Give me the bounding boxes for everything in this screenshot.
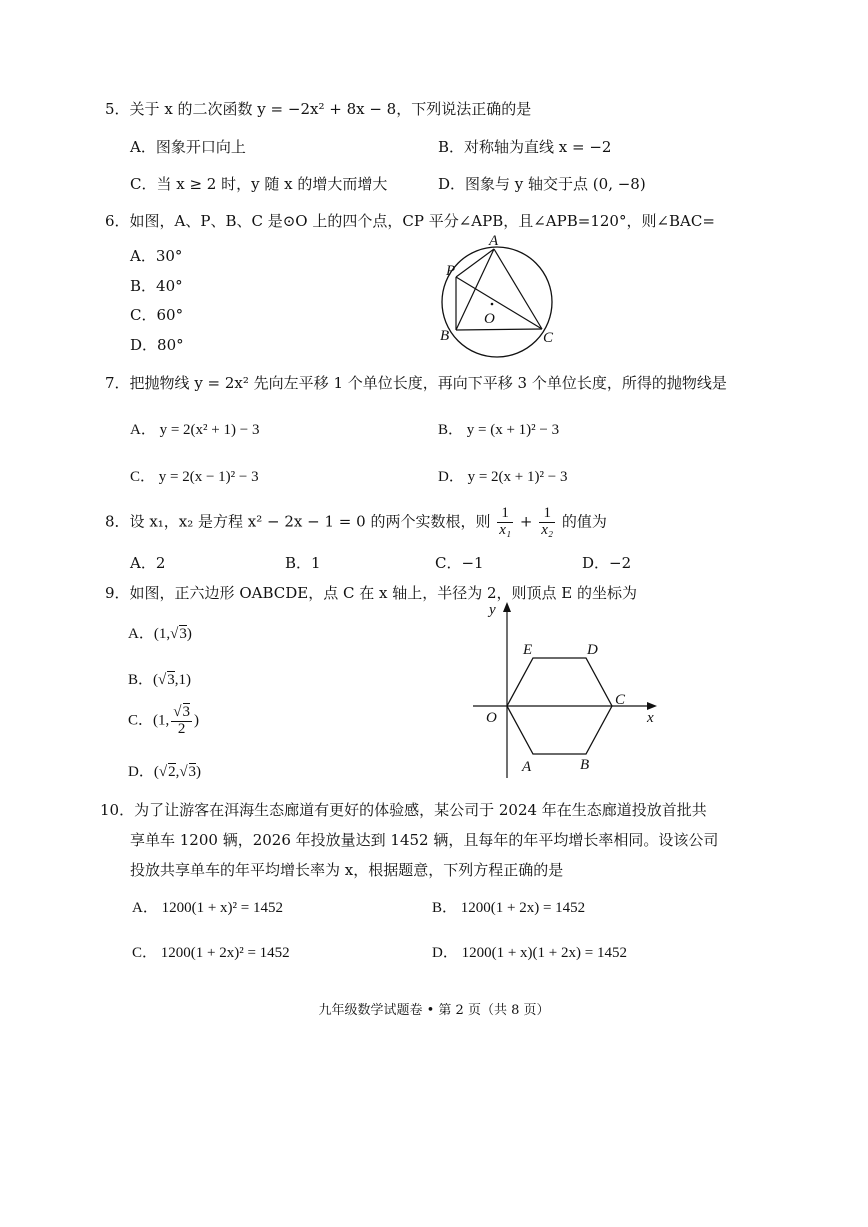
q6-option-c: C．60° <box>130 306 184 324</box>
label-c: C <box>615 692 626 708</box>
segment-pa <box>456 249 494 277</box>
q10-option-d: D． 1200(1 + x)(1 + 2x) = 1452 <box>432 945 627 961</box>
q7-stem: 7．把抛物线 y = 2x² 先向左平移 1 个单位长度，再向下平移 3 个单位长度，所得的抛物线是 <box>105 374 727 392</box>
fraction-1-over-x2: $\frac{1}{\text{x₂}}$ <box>541 505 554 538</box>
fraction-1-over-x1: $\frac{1}{\text{x₁}}$ <box>499 505 512 538</box>
segment-ac <box>494 249 542 329</box>
q9-option-c: C．(1, $\frac{√3}{2}$ ) <box>128 704 199 737</box>
q6-option-a: A．30° <box>130 247 183 265</box>
q10-option-a: A． 1200(1 + x)² = 1452 <box>132 900 283 916</box>
q7-option-d: D． y = 2(x + 1)² − 3 <box>438 469 568 485</box>
q9-option-b: B．(√3,1) <box>128 672 191 688</box>
label-o: O <box>484 311 495 327</box>
y-axis-arrow <box>503 602 511 612</box>
label-b: B <box>440 328 450 344</box>
q10-option-b: B． 1200(1 + 2x) = 1452 <box>432 900 586 916</box>
q10-stem-line-1: 10．为了让游客在洱海生态廊道有更好的体验感，某公司于 2024 年在生态廊道投放首批共 <box>100 801 707 819</box>
q6-option-b: B．40° <box>130 277 183 295</box>
q6-stem: 6．如图，A、P、B、C 是⊙O 上的四个点，CP 平分∠APB，且∠APB=120°，则∠BAC= <box>105 212 715 230</box>
label-p: P <box>446 263 456 279</box>
q8-option-a: A．2 <box>130 554 166 572</box>
q9-option-d: D．(√2,√3) <box>128 764 202 780</box>
label-e: E <box>523 642 533 658</box>
segment-bc <box>456 329 542 330</box>
center-dot <box>491 303 494 306</box>
label-d: D <box>587 642 598 658</box>
q6-option-d: D．80° <box>130 336 184 354</box>
q8-option-c: C．−1 <box>435 554 484 572</box>
q6-circle-figure <box>430 232 570 367</box>
page-footer: 九年级数学试题卷 • 第 2 页（共 8 页） <box>318 1003 550 1018</box>
label-a: A <box>489 233 499 249</box>
q10-stem-line-3: 投放共享单车的年平均增长率为 x，根据题意，下列方程正确的是 <box>130 861 564 879</box>
x-axis-arrow <box>647 702 657 710</box>
q9-hexagon-figure <box>465 598 665 788</box>
q5-stem: 5．关于 x 的二次函数 y = −2x² + 8x − 8，下列说法正确的是 <box>105 100 532 118</box>
q8-option-b: B．1 <box>285 554 321 572</box>
q7-option-a: A． y = 2(x² + 1) − 3 <box>130 422 260 438</box>
q7-option-b: B． y = (x + 1)² − 3 <box>438 422 560 438</box>
label-a: A <box>522 759 532 775</box>
q10-stem-line-2: 享单车 1200 辆，2026 年投放量达到 1452 辆，且每年的年平均增长率相同。设该公司 <box>130 831 719 849</box>
q5-option-a: A．图象开口向上 <box>130 138 246 156</box>
label-x: x <box>647 710 654 726</box>
q5-option-c: C．当 x ≥ 2 时，y 随 x 的增大而增大 <box>130 175 388 193</box>
label-b: B <box>580 757 590 773</box>
q9-stem: 9．如图，正六边形 OABCDE，点 C 在 x 轴上，半径为 2，则顶点 E 的坐标为 <box>105 584 638 602</box>
label-o: O <box>486 710 497 726</box>
q8-option-d: D．−2 <box>582 554 632 572</box>
q8-stem: 8．设 x₁，x₂ 是方程 x² − 2x − 1 = 0 的两个实数根，则 $\frac{1}{\text{x₁}}$ + $\frac{1}{\text{x₂}}$ 的值为 <box>105 505 607 538</box>
q9-option-a: A．(1,√3) <box>128 626 192 642</box>
label-y: y <box>489 602 496 618</box>
q10-option-c: C． 1200(1 + 2x)² = 1452 <box>132 945 290 961</box>
q5-option-d: D．图象与 y 轴交于点 (0, −8) <box>438 175 646 193</box>
q7-option-c: C． y = 2(x − 1)² − 3 <box>130 469 259 485</box>
q5-option-b: B．对称轴为直线 x = −2 <box>438 138 612 156</box>
label-c: C <box>543 330 554 346</box>
